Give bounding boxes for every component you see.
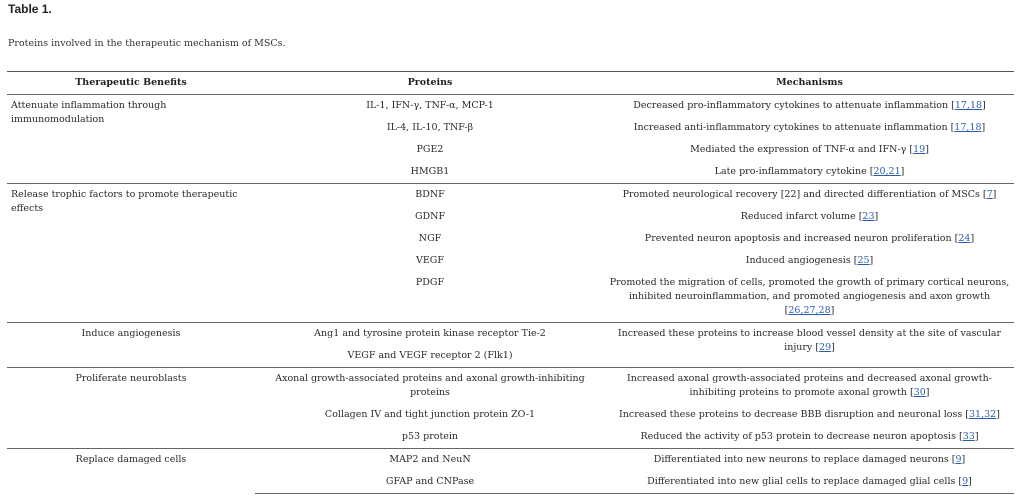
table-row: [7, 95, 1014, 118]
mechanism-text: Increased axonal growth-associated proteins and decreased axonal growth-inhibiting proteins to promote axonal growth: [627, 373, 992, 398]
mechanism-text: Decreased pro-inflammatory cytokines to attenuate inflammation: [633, 100, 952, 111]
reference-link[interactable]: 25: [857, 255, 870, 266]
reference-link[interactable]: 9: [955, 454, 962, 465]
reference-link[interactable]: 9: [962, 476, 969, 487]
mechanism-text: Promoted the migration of cells, promoted the growth of primary cortical neurons, inhibited neuroinflammation, and promoted angiogenesis and axon growth: [609, 277, 1010, 302]
table-row: [7, 449, 1014, 472]
mechanism-text: Induced angiogenesis: [745, 255, 854, 266]
reference-link[interactable]: 20,21: [873, 166, 901, 177]
mechanism-text: Mediated the expression of TNF-α and IFN-γ: [690, 144, 910, 155]
mechanism-text: Prevented neuron apoptosis and increased neuron proliferation: [644, 233, 955, 244]
protein-cell: Collagen IV and tight junction protein ZO-1: [324, 409, 536, 420]
reference-link[interactable]: 17,18: [954, 122, 982, 133]
mechanism-cell: Differentiated into new neurons to replace damaged neurons [9]: [605, 449, 1014, 472]
protein-cell: PGE2: [416, 144, 444, 155]
mechanism-text: Promoted neurological recovery [22] and directed differentiation of MSCs: [622, 189, 983, 200]
reference-link[interactable]: 17,18: [954, 100, 983, 111]
protein-cell: MAP2 and NeuN: [255, 449, 605, 472]
mechanism-text: Differentiated into new glial cells to replace damaged glial cells: [647, 476, 959, 487]
protein-cell: HMGB1: [410, 166, 450, 177]
mechanism-text: Late pro-inflammatory cytokine: [714, 166, 870, 177]
table-caption: Proteins involved in the therapeutic mechanism of MSCs.: [8, 38, 286, 49]
mechanism-cell: Prevented neuron apoptosis and increased neuron proliferation [24]: [644, 233, 975, 244]
protein-cell: GDNF: [414, 211, 446, 222]
protein-cell: NGF: [418, 233, 442, 244]
protein-cell: VEGF and VEGF receptor 2 (Flk1): [347, 350, 513, 361]
proteins-table: [7, 71, 1014, 494]
reference-link[interactable]: 7: [986, 189, 993, 200]
reference-link[interactable]: 31,32: [969, 409, 997, 420]
protein-cell: IL-1, IFN-γ, TNF-α, MCP-1: [255, 95, 605, 118]
therapeutic-benefit-cell: Proliferate neuroblasts: [7, 368, 255, 449]
protein-cell: GFAP and CNPase: [255, 471, 605, 494]
header-proteins: Proteins: [255, 72, 605, 95]
mechanism-text: Reduced the activity of p53 protein to decrease neuron apoptosis: [640, 431, 959, 442]
mechanism-cell: Reduced the activity of p53 protein to decrease neuron apoptosis [33]: [640, 431, 979, 442]
reference-link[interactable]: 19: [913, 144, 926, 155]
reference-link[interactable]: 24: [958, 233, 971, 244]
reference-link[interactable]: 33: [962, 431, 975, 442]
mechanism-cell: Increased anti-inflammatory cytokines to attenuate inflammation [17,18]: [633, 122, 986, 133]
mechanism-cell: Induced angiogenesis [25]: [745, 255, 874, 266]
table-title: Table 1.: [8, 2, 52, 16]
table-row: [7, 323, 1014, 346]
reference-link[interactable]: 29: [819, 342, 832, 353]
table-row: [7, 184, 1014, 207]
protein-cell: VEGF: [416, 255, 444, 266]
mechanism-text: Increased these proteins to decrease BBB disruption and neuronal loss: [619, 409, 966, 420]
mechanism-cell: Decreased pro-inflammatory cytokines to attenuate inflammation [17,18]: [605, 95, 1014, 118]
mechanism-text: Reduced infarct volume: [740, 211, 859, 222]
reference-link[interactable]: 26,27,28: [788, 305, 831, 316]
protein-cell: PDGF: [415, 277, 445, 288]
header-mechanisms: Mechanisms: [605, 72, 1014, 95]
table-body: [7, 95, 1014, 494]
protein-cell: Ang1 and tyrosine protein kinase receptor Tie-2: [255, 323, 605, 346]
protein-cell: IL-4, IL-10, TNF-β: [386, 122, 474, 133]
mechanism-cell: Late pro-inflammatory cytokine [20,21]: [714, 166, 905, 177]
mechanism-cell: Increased axonal growth-associated proteins and decreased axonal growth-inhibiting proteins to promote axonal growth [30]: [605, 368, 1014, 405]
mechanism-text: Increased anti-inflammatory cytokines to attenuate inflammation: [633, 122, 951, 133]
mechanism-cell: Reduced infarct volume [23]: [740, 211, 879, 222]
mechanism-cell: Promoted the migration of cells, promoted the growth of primary cortical neurons, inhibited neuroinflammation, and promoted angiogenesis and axon growth [26,27,28]: [609, 277, 1010, 316]
mechanism-cell: Increased these proteins to decrease BBB disruption and neuronal loss [31,32]: [619, 409, 1000, 420]
mechanism-cell: Promoted neurological recovery [22] and directed differentiation of MSCs [7]: [605, 184, 1014, 207]
mechanism-text: Differentiated into new neurons to replace damaged neurons: [653, 454, 952, 465]
mechanism-cell: Mediated the expression of TNF-α and IFN-γ [19]: [690, 144, 929, 155]
mechanism-text: Increased these proteins to increase blood vessel density at the site of vascular injury: [617, 328, 1002, 353]
protein-cell: p53 protein: [401, 431, 459, 442]
therapeutic-benefit-cell: Release trophic factors to promote therapeutic effects: [7, 184, 255, 323]
header-therapeutic-benefits: Therapeutic Benefits: [7, 72, 255, 95]
mechanism-cell: Increased these proteins to increase blood vessel density at the site of vascular injury [29]: [605, 323, 1014, 368]
reference-link[interactable]: 23: [862, 211, 875, 222]
protein-cell: Axonal growth-associated proteins and axonal growth-inhibiting proteins: [255, 368, 605, 405]
therapeutic-benefit-cell: Induce angiogenesis: [7, 323, 255, 368]
mechanism-cell: Differentiated into new glial cells to replace damaged glial cells [9]: [605, 471, 1014, 494]
table-row: [7, 368, 1014, 405]
therapeutic-benefit-cell: Attenuate inflammation through immunomodulation: [7, 95, 255, 184]
reference-link[interactable]: 30: [913, 387, 926, 398]
protein-cell: BDNF: [255, 184, 605, 207]
table-header-row: [7, 72, 1014, 95]
therapeutic-benefit-cell: Replace damaged cells: [7, 449, 255, 494]
